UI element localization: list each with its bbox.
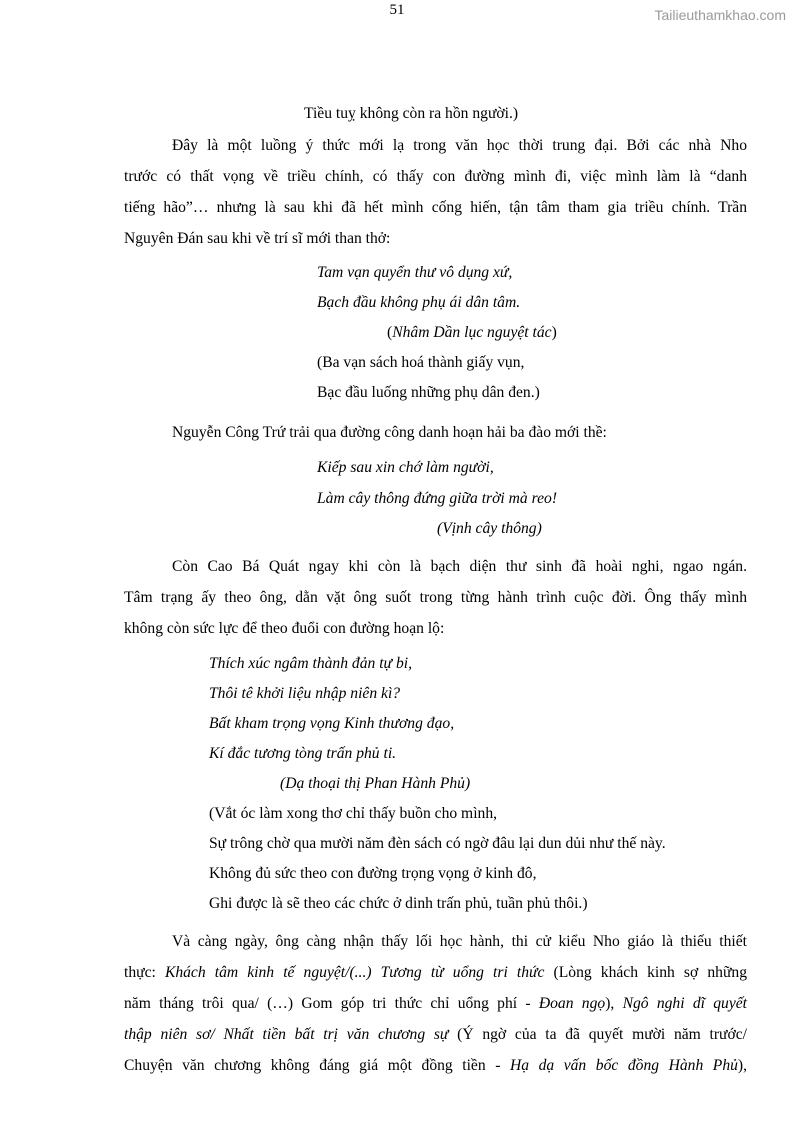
watermark: Tailieuthamkhao.com	[654, 7, 786, 23]
page-number: 51	[389, 2, 405, 18]
poem-line: Kiếp sau xin chớ làm người,	[317, 459, 494, 476]
paragraph-line: Nguyên Đán sau khi về trí sĩ mới than thở:	[124, 230, 391, 247]
paragraph-line: tiếng hão”… nhưng là sau khi đã hết mình cống hiến, tận tâm tham gia triều chính. Trần	[124, 199, 747, 216]
translation-line: Sự trông chờ qua mười năm đèn sách có ngờ đâu lại dun dủi như thế này.	[209, 835, 666, 852]
translation-line-end: Tiều tuỵ không còn ra hồn người.)	[304, 105, 519, 122]
paragraph-line: Nguyễn Công Trứ trải qua đường công danh hoạn hải ba đào mới thề:	[172, 424, 607, 441]
paragraph-line: Tâm trạng ấy theo ông, dằn vặt ông suốt trong từng hành trình cuộc đời. Ông thấy mình	[124, 589, 747, 606]
paragraph-line: không còn sức lực để theo đuổi con đường hoạn lộ:	[124, 620, 445, 637]
paragraph-line: Còn Cao Bá Quát ngay khi còn là bạch diện thư sinh đã hoài nghi, ngao ngán.	[172, 558, 747, 575]
poem-line: Bạch đầu không phụ ái dân tâm.	[317, 294, 521, 311]
poem-line: Làm cây thông đứng giữa trời mà reo!	[317, 490, 558, 507]
poem-source: (Dạ thoại thị Phan Hành Phủ)	[280, 775, 471, 792]
paragraph-line: thực: Khách tâm kinh tế nguyệt/(...) Tương từ uổng tri thức (Lòng khách kinh sợ những	[124, 964, 747, 981]
poem-source: (Vịnh cây thông)	[437, 520, 542, 537]
poem-line: Thôi tê khởi liệu nhập niên kì?	[209, 685, 401, 702]
poem-line: Tam vạn quyển thư vô dụng xứ,	[317, 264, 513, 281]
translation-line: Không đủ sức theo con đường trọng vọng ở kinh đô,	[209, 865, 537, 882]
poem-line: Kí đắc tương tòng trấn phủ ti.	[209, 745, 397, 762]
translation-line: Bạc đầu luống những phụ dân đen.)	[317, 384, 540, 401]
paragraph-line: thập niên sơ/ Nhất tiền bất trị văn chương sự (Ý ngờ của ta đã quyết mười năm trước/	[124, 1026, 748, 1043]
paragraph-line: Và càng ngày, ông càng nhận thấy lối học hành, thi cử kiểu Nho giáo là thiếu thiết	[172, 933, 747, 950]
poem-line: Bất kham trọng vọng Kinh thương đạo,	[209, 715, 455, 732]
paragraph-line: năm tháng trôi qua/ (…) Gom góp tri thức chỉ uổng phí - Đoan ngọ), Ngô nghi dĩ quyết	[124, 995, 748, 1012]
poem-source: (Nhâm Dần lục nguyệt tác)	[387, 324, 557, 341]
translation-line: (Vắt óc làm xong thơ chỉ thấy buồn cho mình,	[209, 805, 498, 822]
poem-line: Thích xúc ngâm thành đản tự bi,	[209, 655, 412, 672]
paragraph-line: trước có thất vọng về triều chính, có thấy con đường mình đi, việc mình làm là “danh	[124, 168, 747, 185]
paragraph-line: Đây là một luồng ý thức mới lạ trong văn học thời trung đại. Bởi các nhà Nho	[172, 137, 747, 154]
paragraph-line: Chuyện văn chương không đáng giá một đồng tiền - Hạ dạ vấn bốc đồng Hành Phủ),	[124, 1057, 748, 1074]
translation-line: Ghi được là sẽ theo các chức ở dinh trấn phủ, tuần phủ thôi.)	[209, 895, 588, 912]
translation-line: (Ba vạn sách hoá thành giấy vụn,	[317, 354, 525, 371]
